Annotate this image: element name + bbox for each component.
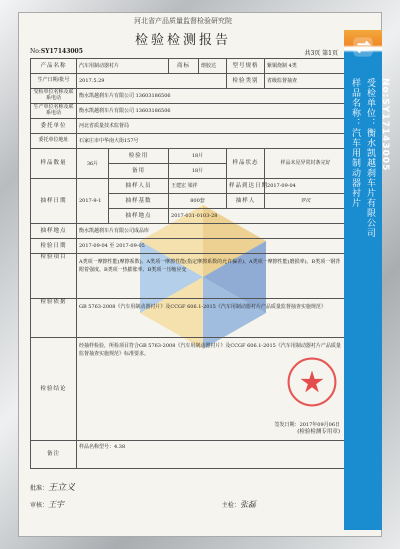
table-row: 检验项目 A类项一摩擦性能(摩擦系数)、A类项一摩擦性能(指定摩擦系数的允许偏差)、A类项一摩擦性能(磨损率)、B类项一钢背附着强度、B类项一热膨胀率、B类项一压缩应变 [31, 254, 347, 299]
table-row: 检验结论 经抽样检验，所检项目符合GB 5763-2008《汽车用制动器衬片》及CCGF 606.1-2015《汽车用制动器衬片产品质量监督抽查实施规范》标准要求。 (检验检测专用章) 签发日期：2017年09月06日 [31, 338, 347, 441]
table-row: 检验日期 2017-09-04 至 2017-09-05 [31, 239, 347, 254]
table-row: 生产单位名称及联系电话 衡水凯越刹车片有限公司 13603186506 [31, 104, 347, 119]
table-row: 委托单位地址 石家庄市中华南大街157号 [31, 134, 347, 149]
table-row: 生产日期/批号 2017.5.29 检验类别 省级监督抽查 [31, 74, 347, 89]
signature-line: 批准：王立义 审核：王宇 主检：张磊 [30, 483, 256, 509]
table-row: 备用 18片 [31, 164, 347, 179]
stamp-caption: (检验检测专用章) [297, 429, 341, 436]
conclusion-text: 经抽样检验，所检项目符合GB 5763-2008《汽车用制动器衬片》及CCGF 606.1-2015《汽车用制动器衬片产品质量监督抽查实施规范》标准要求。 [79, 343, 341, 357]
page-number: 共3页 第1页 [304, 50, 338, 57]
table-row: 抽样日期 2017-9-1 抽样人员 王建宏 梁祥 样品到达日期 2017-09-04 [31, 179, 347, 194]
report-paper [18, 12, 390, 537]
table-row: 委托单位 河北省质量技术监督局 [31, 119, 347, 134]
official-stamp-icon [286, 356, 338, 408]
table-row: 受检单位名称及联系电话 衡水凯越刹车片有限公司 13603186506 [31, 89, 347, 104]
table-row: 备注 样品名称型号：4.38 [31, 441, 347, 469]
table-row: 产品名称 汽车用制动器衬片 商标 熔胶达 型号规格 紫铜烧制 4类 [31, 59, 347, 74]
table-row: 样品数量 36片 检验用 18片 样品状态 样品未见异常封条完好 [31, 149, 347, 164]
report-table [30, 58, 347, 469]
issuing-organization: 河北省产品质量监督检验研究院 [134, 17, 232, 25]
side-band [344, 30, 390, 530]
table-row: 抽样地点 衡水凯越刹车片有限公司成品库 [31, 224, 347, 239]
band-vertical-text: No:SY17143005 受检单位：衡水凯越刹车片有限公司 样品名称：汽车用制动器衬片 [350, 78, 390, 238]
band-logo-icon [349, 36, 377, 58]
conclusion-cell [77, 338, 347, 441]
table-row: 抽样地点 2017-031-0103-28 [31, 209, 347, 224]
report-title: 检验检测报告 [134, 33, 231, 48]
report-number: No:SY17143005 [30, 48, 83, 55]
issue-date: 签发日期：2017年09月06日 [274, 422, 341, 428]
table-row: 检验依据 GB 5763-2008《汽车用制动器衬片》及CCGF 606.1-2015《汽车用制动器衬片产品质量监督抽查实施规范》 [31, 299, 347, 338]
table-row: 抽样基数 800套 抽样人 罗庆 [31, 194, 347, 209]
